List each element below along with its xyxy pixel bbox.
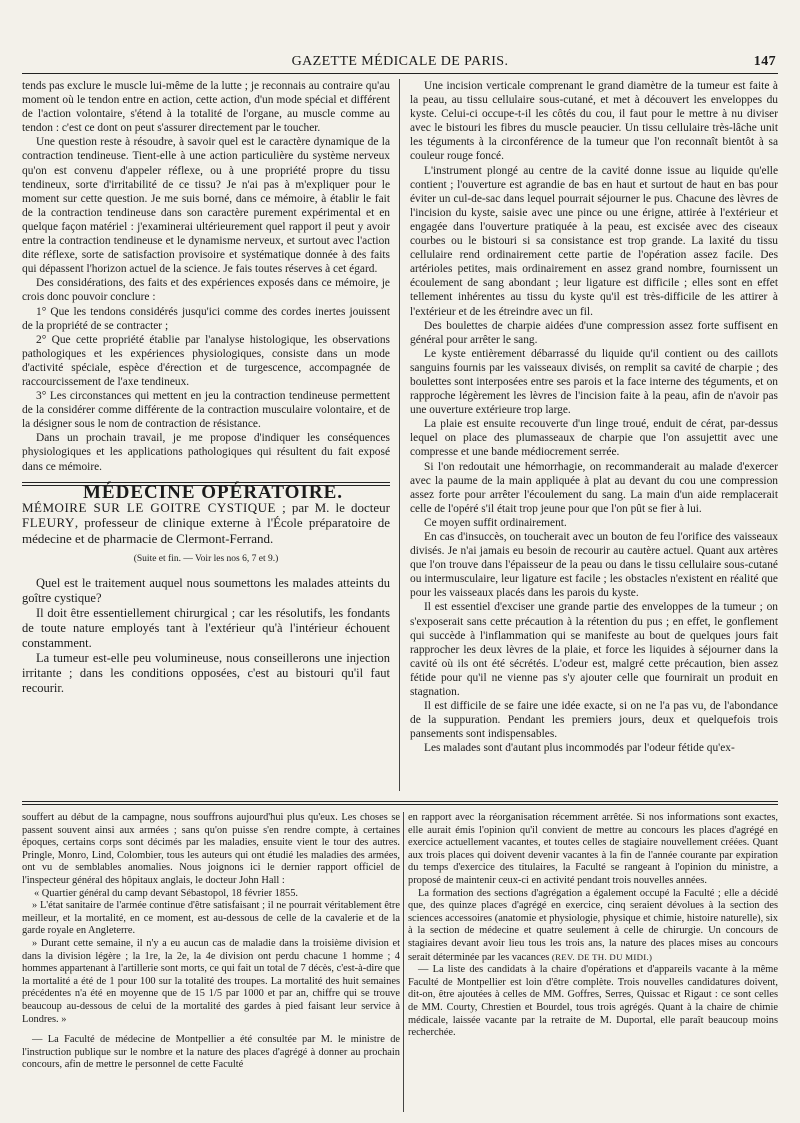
author-affiliation: , professeur de clinique externe à l'École préparatoire de médecine et de pharmacie de Clermont-Ferrand. <box>22 515 390 546</box>
paragraph: La plaie est ensuite recouverte d'un linge troué, enduit de cérat, par-dessus lequel on place des plumasseaux de charpie que l'on assujettit avec une compresse et une bande médiocrement serrée. <box>410 418 778 459</box>
column-right-bottom <box>408 812 778 1112</box>
source-reference: (REV. DE TH. DU MIDI.) <box>549 951 653 962</box>
paragraph: Ce moyen suffit ordinairement. <box>424 516 567 529</box>
news-item: — La Faculté de médecine de Montpellier a été consultée par M. le ministre de l'instruction publique sur le nombre et la nature des places d'agrégé à donner au prochain concours, afin de mettre le personnel de cette Faculté <box>22 1034 400 1071</box>
section-title: MÉDECINE OPÉRATOIRE. <box>83 481 343 503</box>
article-title: MÉMOIRE SUR LE GOITRE CYSTIQUE <box>22 499 276 515</box>
paragraph: Une incision verticale comprenant le grand diamètre de la tumeur est faite à la peau, au tissu cellulaire sous-cutané, et met à découvert les enveloppes du kyste. Celui-ci occupe-t-il les côtés du cou, il faut pour le mettre à nu diviser avec le bistouri les fibres du muscle peaucier. Un tissu cellulaire très-lâche unit les téguments à la circonférence de la tumeur que l'on reconnaît bientôt à sa couleur rouge foncé. <box>410 80 778 163</box>
feuilleton-rule <box>22 801 778 802</box>
news-item: — La liste des candidats à la chaire d'opérations et d'appareils vacante à la même Faculté de Montpellier est loin d'être complète. Trois nouvelles candidatures doivent, dit-on, être ajoutées à celles de MM. Goffres, Serres, Quissac et Rigaut : ce sont celles de MM. Courty, Chrestien et Bourdel, tous trois agrégés. Quant à la chaire de chimie médicale, laissée vacante par la retraite de M. Duportal, elle paraît beaucoup moins recherchée. <box>408 964 778 1039</box>
paragraph-text: La formation des sections d'agrégation a également occupé la Faculté ; elle a décidé que, des quinze places d'agrégé en exercice, cinq seraient dévolues à la section des sciences accessoires (anatomie et physiologie, physique et chimie, histoire naturelle), six à la section de médecine et quatre seulement à celle de chirurgie. Un concours de stagiaires devant avoir lieu tous les trois ans, la nature des places mises au concours serait déterminée par les vacances <box>408 887 778 963</box>
paragraph: Il est difficile de se faire une idée exacte, si on ne l'a pas vu, de l'abondance de la suppuration. Pendant les premiers jours, deux et quelquefois trois pansements sont indispensables. <box>410 700 778 741</box>
journal-title: GAZETTE MÉDICALE DE PARIS. <box>291 54 509 69</box>
paragraph: Des boulettes de charpie aidées d'une compression assez forte suffisent en général pour arrêter le sang. <box>410 319 778 346</box>
paragraph: Si l'on redoutait une hémorrhagie, on recommanderait au malade d'exercer avec la paume de la main appliquée à plat au devant du cou une compression assez forte pour arrêter l'écoulement du sang. La main d'un aide remplacerait celle de l'opéré s'il était trop jeune pour que l'on pût se fier à lui. <box>410 460 778 515</box>
page-number: 147 <box>753 54 776 69</box>
continuation-note: (Suite et fin. — Voir les nos 6, 7 et 9.) <box>133 554 279 565</box>
paragraph: souffert au début de la campagne, nous souffrons aujourd'hui plus qu'eux. Les choses se passent souvent ainsi aux armées ; sans qu'on puisse s'en rendre compte, à certaines époques, certains corps sont décimés par les maladies, ensuite vient le tour des autres. Pringle, Monro, Lind, Colombier, tous les auteurs qui ont étudié les maladies des armées, ont vu de semblables anomalies. Nous joignons ici le dernier rapport officiel de l'inspecteur général des hôpitaux anglais, le docteur John Hall : <box>22 812 400 886</box>
paragraph: tends pas exclure le muscle lui-même de la lutte ; je reconnais au contraire qu'au moment où le tendon entre en action, cette action, d'un mode spécial et différent de l'action volontaire, s'étend à la totalité de l'organe, au muscle comme au tendon : c'est ce dont on peut s'assurer directement par le toucher. <box>22 80 390 135</box>
paragraph: En cas d'insuccès, on toucherait avec un bouton de feu l'orifice des vaisseaux divisés. Je n'ai jamais eu besoin de recourir au cautère actuel. Quant aux artères que l'on trouve dans l'épaisseur de la peau ou dans le tissu cellulaire sous-cutané ou intermusculaire, leur ligature est facile ; les obstacles n'existent en réalité que pour les vaisseaux placés dans les parois du kyste. <box>410 531 778 600</box>
column-divider <box>399 79 400 791</box>
quoted-paragraph: » L'état sanitaire de l'armée continue d'être satisfaisant ; il ne pourrait véritablement être meilleur, et la mortalité, en ce moment, est au-dessous de celle de la cavalerie et de la garde royale en Angleterre. <box>22 900 400 937</box>
dateline: « Quartier général du camp devant Sébastopol, 18 février 1855. <box>34 887 299 899</box>
paragraph: Une question reste à résoudre, à savoir quel est le caractère dynamique de la contraction tendineuse. Tient-elle à une action particulière du système nerveux qu'on est convenu d'appeler réflexe, ou à une propriété propre du tissu tendineux, sorte d'irritabilité de ce tissu? Je n'ai pas à m'expliquer pour le moment sur cette question. Je me suis borné, dans ce mémoire, à établir le fait de la contraction tendineuse dans son caractère purement expérimental et en quelque façon matériel : j'examinerai ultérieurement quel rapport il peut y avoir entre la contraction tendineuse et le dynamisme nerveux, et surtout avec l'action dite réflexe, sorte de satisfaction provisoire et systématique donnée à des faits qui dépassent l'horizon actuel de la science. Je fais toutes réserves à cet égard. <box>22 136 390 276</box>
feuilleton-rule <box>22 804 778 805</box>
column-right-top <box>410 79 778 799</box>
author-name: FLEURY <box>22 515 75 531</box>
paragraph: en rapport avec la réorganisation récemment arrêtée. Si nos informations sont exactes, elle aurait émis l'opinion qu'il convient de mettre au concours les places d'agrégé en exercice actuellement vacantes, et toutes celles de stagiaire nouvellement créées. Quant aux trois places qui doivent devenir vacantes à la fin de l'année courante par expiration du temps d'exercice des titulaires, la Faculté se rangeant à l'opinion du ministre, a proposé de maintenir ceux-ci en activité pendant trois nouvelles années. <box>408 812 778 886</box>
article-heading <box>22 500 390 547</box>
column-left-bottom <box>22 812 400 1112</box>
header-rule <box>22 73 778 74</box>
column-divider <box>403 812 404 1112</box>
paragraph: Les malades sont d'autant plus incommodés par l'odeur fétide qu'ex- <box>424 742 735 755</box>
paragraph: Il est essentiel d'exciser une grande partie des enveloppes de la tumeur ; on s'exposerait sans cette précaution à la rétention du pus ; en effet, le gonflement qui succède à l'inflammation qui se manifeste au bout de quelques jours fait rapprocher les deux lèvres de la plaie, et force les liquides à séjourner dans la cavité où ils ont été sécrétés. L'odeur est, malgré cette précaution, bien assez fétide pour qu'il ne vienne pas s'y ajouter celle que fournirait un produit en stagnation. <box>410 601 778 699</box>
paragraph: Le kyste entièrement débarrassé du liquide qu'il contient ou des caillots sanguins fournis par les vaisseaux divisés, on remplit sa cavité de charpie ; des boulettes sont interposées entre ses parois et la face interne des téguments, et on rapproche légèrement les lèvres de l'incision faite à la peau, afin de n'avoir pas une ouverture extérieure trop large. <box>410 347 778 417</box>
article-byline-text: ; par M. le docteur <box>276 499 390 515</box>
paragraph: Il doit être essentiellement chirurgical ; car les résolutifs, les fondants de toute nature employés tant à l'extérieur qu'à l'intérieur échouent constamment. <box>22 606 390 651</box>
running-head <box>20 50 780 70</box>
paragraph: La tumeur est-elle peu volumineuse, nous conseillerons une injection irritante ; dans les conditions opposées, c'est au bistouri qu'il faut recourir. <box>22 651 390 696</box>
paragraph: Quel est le traitement auquel nous soumettons les malades atteints du goître cystique? <box>22 576 390 606</box>
conclusion-item: 3° Les circonstances qui mettent en jeu la contraction tendineuse permettent de la considérer comme différente de la contraction musculaire volontaire, et de la désigner sous le nom de contraction de résistance. <box>22 390 390 431</box>
paragraph: L'instrument plongé au centre de la cavité donne issue au liquide qu'elle contient ; l'ouverture est agrandie de bas en haut et surtout de haut en bas pour éviter un cul-de-sac dans lequel pourrait séjourner le pus. Chacune des lèvres de l'incision du kyste, saisie avec une pince ou une érigne, attirée à l'extérieur et engagée dans l'ouverture pratiquée à la peau, est excisée avec des ciseaux courbes ou le bistouri si sa consistance est trop grande. La laxité du tissu cellulaire rend ordinairement cette partie de l'opération assez facile. Des artérioles petites, mais ordinairement en assez grand nombre, fournissent un écoulement de sang abondant ; leur ligature est difficile ; elles sont en effet tellement inhérentes au tissu du kyste qu'il est très-difficile de les attirer à l'extérieur et de les étreindre avec un fil. <box>410 164 778 318</box>
column-left-top <box>22 79 390 799</box>
conclusion-item: 1° Que les tendons considérés jusqu'ici comme des cordes inertes jouissent de la propriété de se contracter ; <box>22 305 390 332</box>
conclusion-item: 2° Que cette propriété établie par l'analyse histologique, les observations pathologiques et les expériences physiologiques, consiste dans un mode d'activité spéciale, espèce d'érection et de turgescence, accompagnée de raccourcissement de l'axe tendineux. <box>22 333 390 388</box>
quoted-paragraph: » Durant cette semaine, il n'y a eu aucun cas de maladie dans la troisième division et dans la division légère ; la 1re, la 2e, la 4e division ont perdu chacune 1 homme ; 4 hommes appartenant à l'artillerie sont morts, ce qui fait un total de 7 décès, c'est-à-dire que la mortalité a été de 1 pour 100 sur la totalité des troupes. La mortalité des huit semaines précédentes n'a été en moyenne que de 15 1/5 par 1000 et par an, chiffre qui se trouve beaucoup au-dessous de celui de la mortalité des gardes à pied faisant leur service à Londres. » <box>22 937 400 1025</box>
paragraph: Des considérations, des faits et des expériences exposés dans ce mémoire, je crois donc pouvoir conclure : <box>22 277 390 304</box>
paragraph: Dans un prochain travail, je me propose d'indiquer les conséquences physiologiques et les applications pathologiques qui résultent du fait exposé dans ce mémoire. <box>22 432 390 473</box>
paragraph <box>408 888 778 965</box>
